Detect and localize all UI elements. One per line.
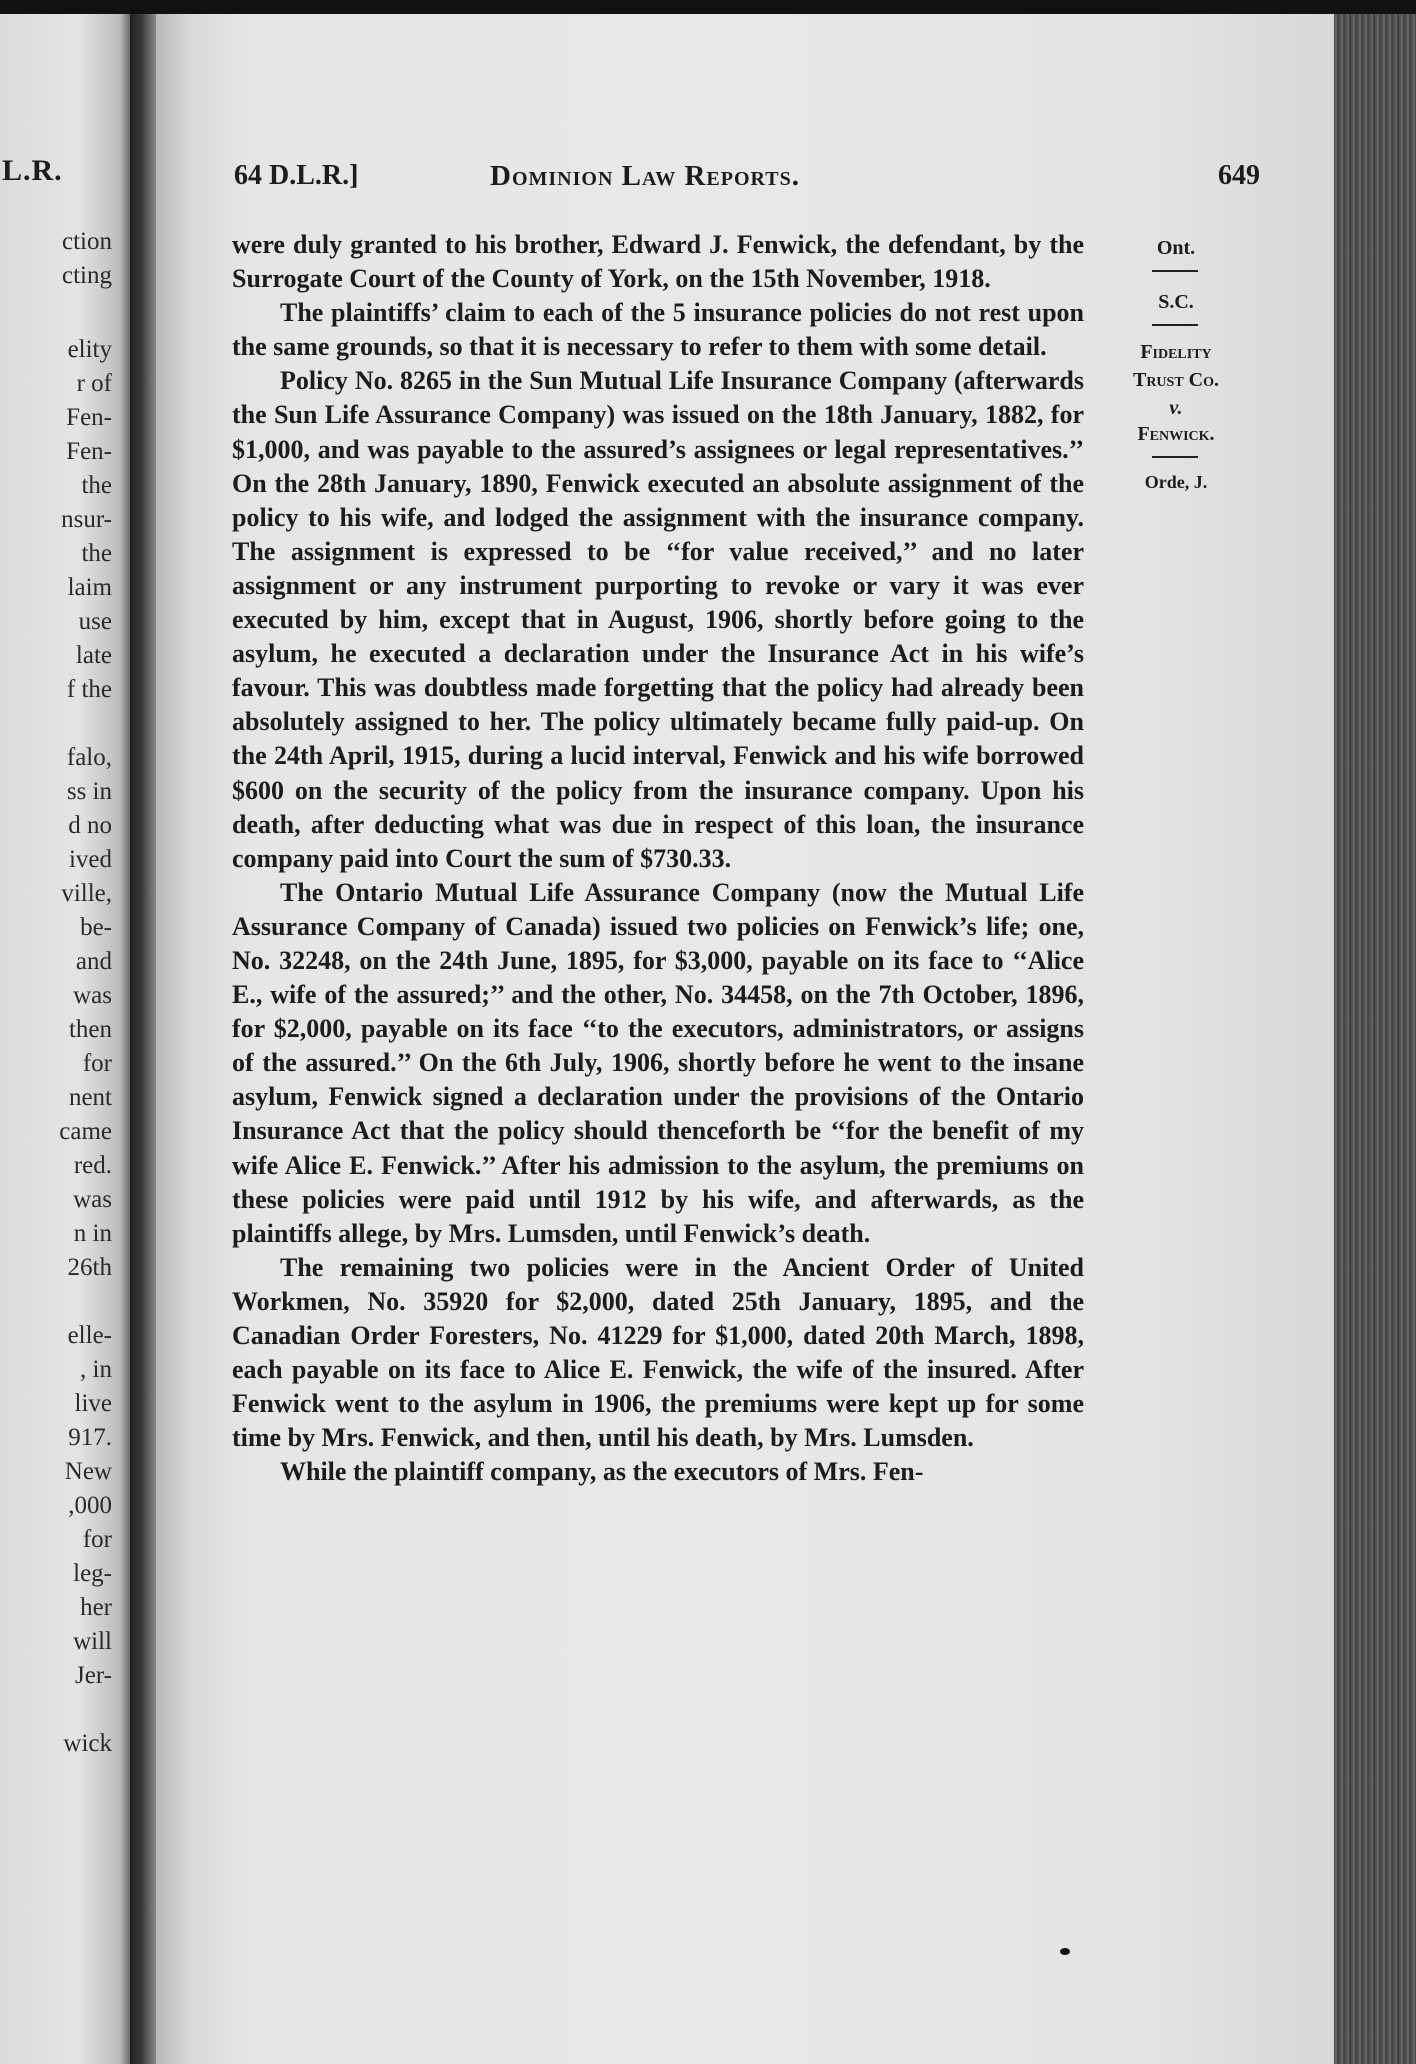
previous-page-fragment-text: ction (62, 228, 112, 255)
sidenote-versus: v. (1169, 397, 1183, 419)
previous-page-fragment-text: her (80, 1594, 112, 1621)
previous-page-fragment-text: ,000 (68, 1492, 112, 1519)
previous-page-fragment-text: 26th (67, 1254, 112, 1281)
previous-page-fragment-text: wick (63, 1730, 112, 1757)
previous-page-fragment-text: was (73, 1186, 112, 1213)
previous-page-fragment-text: n in (73, 1220, 112, 1247)
previous-page-fragment-text: red. (73, 1152, 112, 1179)
sidenote-party: Trust Co. (1132, 369, 1220, 391)
previous-page-fragment-text: , in (80, 1356, 112, 1383)
previous-page-fragment-text: ville, (61, 880, 112, 907)
volume-reference: 64 D.L.R.] (234, 160, 359, 191)
previous-page-fragment-text: will (73, 1628, 112, 1655)
previous-page-header: L.R. (2, 154, 63, 187)
previous-page-fragment-text: and (75, 948, 112, 975)
paragraph: The plaintiffs’ claim to each of the 5 insurance policies do not rest upon the same grounds, so that it is necessary to refer to them with some detail. (232, 298, 1084, 362)
previous-page-fragment-text: then (68, 1016, 112, 1043)
sidenote-party: Fenwick. (1137, 423, 1215, 445)
previous-page-fragment-text: New (64, 1458, 112, 1485)
previous-page-fragment-text: be- (80, 914, 112, 941)
page-number: 649 (1218, 160, 1260, 191)
previous-page-fragment-text: elle- (67, 1322, 112, 1349)
sidenote-judge: Orde, J. (1144, 472, 1208, 492)
book-gutter (130, 14, 156, 2064)
paragraph: were duly granted to his brother, Edward J. Fenwick, the defendant, by the Surrogate Court of the County of York, on the 15th November, 1918. (232, 230, 1084, 294)
previous-page-fragment-text: nsur- (61, 506, 112, 533)
paragraph: The Ontario Mutual Life Assurance Company (now the Mutual Life Assurance Company of Canada) issued two policies on Fenwick’s life; one, No. 32248, on the 24th June, 1895, for $3,000, payable on its face to ‘‘Alice E., wife of the assured;’’ and the other, No. 34458, on the 7th October, 1896, for $2,000, payable on its face ‘‘to the executors, administrators, or assigns of the assured.’’ On the 6th July, 1906, shortly before he went to the insane asylum, Fenwick signed a declaration under the provisions of the Ontario Insurance Act that the policy should thenceforth be ‘‘for the benefit of my wife Alice E. Fenwick.’’ After his admission to the asylum, the premiums on these policies were paid until 1912 by his wife, and afterwards, as the plaintiffs allege, by Mrs. Lumsden, until Fenwick’s death. (232, 877, 1084, 1248)
ink-mark (1060, 1948, 1070, 1955)
top-dark-strip (0, 0, 1416, 14)
sidenote-rule (1152, 270, 1198, 272)
previous-page-fragment-text: the (81, 540, 112, 567)
previous-page-fragment-text: Jer- (75, 1662, 112, 1689)
previous-page-fragment-text: elity (67, 336, 112, 363)
previous-page-fragment-text: laim (67, 574, 112, 601)
previous-page-fragment-text: Fen- (66, 438, 112, 465)
sidenote-rule (1152, 456, 1198, 458)
previous-page-fragment-text: the (81, 472, 112, 499)
previous-page-fragment-text: for (82, 1050, 112, 1077)
opinion-text (232, 228, 1084, 1489)
sidenote-party: Fidelity (1140, 341, 1212, 363)
previous-page-fragment-text: cting (62, 262, 112, 289)
previous-page-fragment-text: for (82, 1526, 112, 1553)
previous-page-fragment-text: ss in (66, 778, 112, 805)
page-edge-stack (1334, 14, 1416, 2064)
previous-page-fragment (0, 14, 130, 2064)
report-title: Dominion Law Reports. (490, 160, 800, 192)
previous-page-fragment-text: live (74, 1390, 112, 1417)
previous-page-fragment-text: use (78, 608, 112, 635)
previous-page-fragment-text: came (59, 1118, 112, 1145)
previous-page-fragment-text: was (73, 982, 112, 1009)
paragraph: While the plaintiff company, as the executors of Mrs. Fen- (280, 1457, 924, 1487)
previous-page-fragment-text: r of (76, 370, 112, 397)
previous-page-fragment-text: leg- (73, 1560, 112, 1587)
previous-page-fragment-text: Fen- (66, 404, 112, 431)
sidenote-court: S.C. (1158, 291, 1194, 313)
previous-page-fragment-text: late (75, 642, 112, 669)
previous-page-fragment-text: 917. (68, 1424, 112, 1451)
previous-page-fragment-text: falo, (66, 744, 112, 771)
sidenote-rule (1152, 324, 1198, 326)
paragraph: The remaining two policies were in the Ancient Order of United Workmen, No. 35920 for $2,000, dated 25th January, 1895, and the Canadian Order Foresters, No. 41229 for $1,000, dated 20th March, 1898, each payable on its face to Alice E. Fenwick, the wife of the insured. After Fenwick went to the asylum in 1906, the premiums were kept up for some time by Mrs. Fenwick, and then, until his death, by Mrs. Lumsden. (232, 1252, 1084, 1453)
previous-page-fragment-text: nent (68, 1084, 112, 1111)
paragraph: Policy No. 8265 in the Sun Mutual Life Insurance Company (afterwards the Sun Life Assurance Company) was issued on the 18th January, 1882, for $1,000, and was payable to the assured’s assignees or legal representatives.’’ On the 28th January, 1890, Fenwick executed an absolute assignment of the policy to his wife, and lodged the assignment with the insurance company. The assignment is expressed to be ‘‘for value received,’’ and no later assignment or any instrument purporting to revoke or vary it was ever executed by him, except that in August, 1906, shortly before going to the asylum, he executed a declaration under the Insurance Act in his wife’s favour. This was doubtless made forgetting that the policy had already been absolutely assigned to her. The policy ultimately became fully paid-up. On the 24th April, 1915, during a lucid interval, Fenwick and his wife borrowed $600 on the security of the policy from the insurance company. Upon his death, after deducting what was due in respect of this loan, the insurance company paid into Court the sum of $730.33. (232, 366, 1084, 873)
previous-page-fragment-text: ived (68, 846, 112, 873)
previous-page-fragment-text: d no (68, 812, 112, 839)
previous-page-fragment-text: f the (66, 676, 112, 703)
sidenote-jurisdiction: Ont. (1156, 237, 1196, 259)
